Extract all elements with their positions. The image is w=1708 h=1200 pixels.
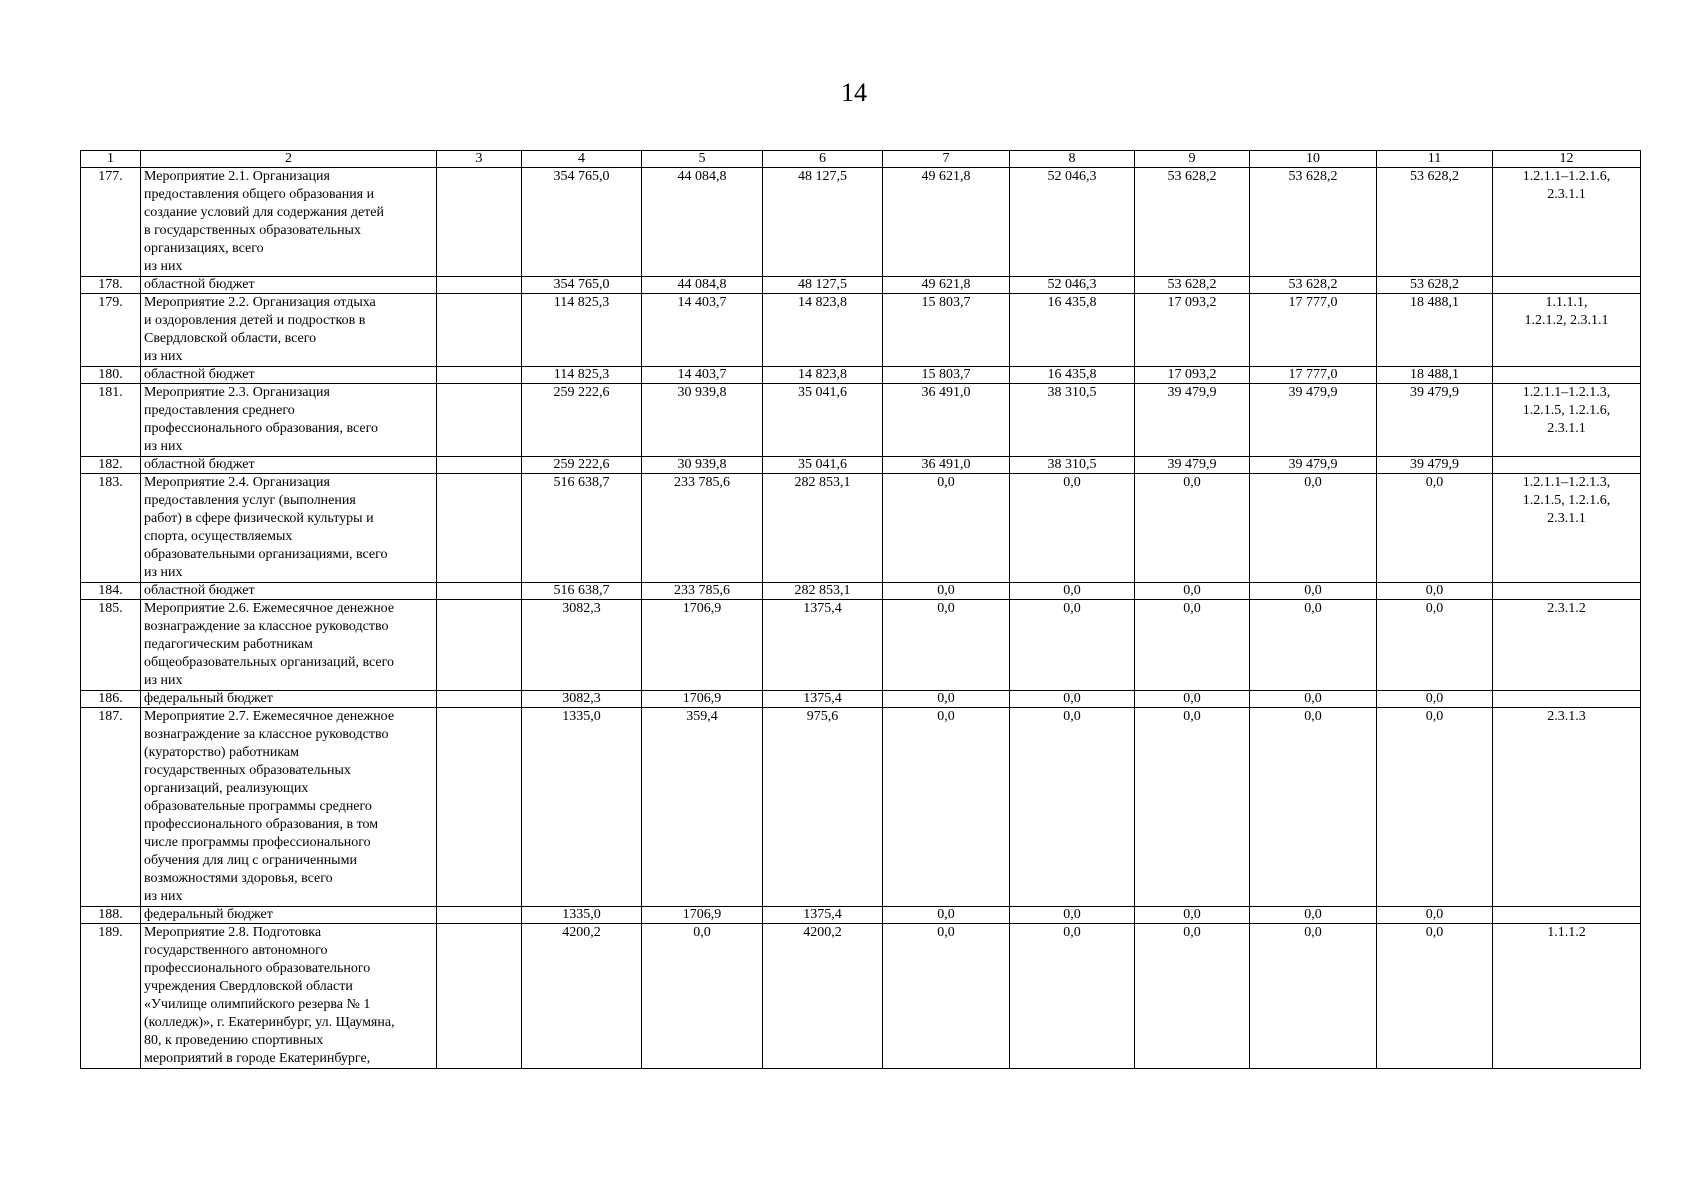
description-line: организациях, всего: [144, 241, 264, 256]
amount-cell: 0,0: [1010, 474, 1135, 583]
amount-cell: 1706,9: [642, 691, 763, 708]
target-indicator-line: 1.2.1.5, 1.2.1.6,: [1522, 403, 1611, 418]
row-number: 183.: [81, 474, 141, 583]
column-3-cell: [437, 708, 522, 907]
row-number: 177.: [81, 168, 141, 277]
target-indicator-cell: [1493, 168, 1641, 277]
amount-cell: 282 853,1: [763, 583, 883, 600]
amount-cell: 3082,3: [522, 600, 642, 691]
description-line: организаций, реализующих: [144, 781, 309, 796]
description-line: учреждения Свердловской области: [144, 979, 353, 994]
amount-cell: 0,0: [1250, 474, 1377, 583]
amount-cell: 36 491,0: [883, 384, 1010, 457]
column-3-cell: [437, 474, 522, 583]
target-indicator-line: 1.1.1.2: [1547, 925, 1586, 940]
description-line: (колледж)», г. Екатеринбург, ул. Щаумяна,: [144, 1015, 395, 1030]
amount-cell: 52 046,3: [1010, 277, 1135, 294]
column-header: 8: [1010, 151, 1135, 168]
column-3-cell: [437, 600, 522, 691]
amount-cell: 0,0: [883, 474, 1010, 583]
amount-cell: 0,0: [1135, 691, 1250, 708]
amount-cell: 17 093,2: [1135, 294, 1250, 367]
table-row: [81, 457, 1641, 474]
row-number: 180.: [81, 367, 141, 384]
amount-cell: 39 479,9: [1135, 384, 1250, 457]
amount-cell: 0,0: [1010, 907, 1135, 924]
amount-cell: 1375,4: [763, 600, 883, 691]
amount-cell: 15 803,7: [883, 367, 1010, 384]
row-number: 188.: [81, 907, 141, 924]
amount-cell: 0,0: [1135, 600, 1250, 691]
description-line: предоставления среднего: [144, 403, 295, 418]
target-indicator-line: 1.1.1.1,: [1545, 295, 1588, 310]
amount-cell: 53 628,2: [1250, 168, 1377, 277]
amount-cell: 44 084,8: [642, 168, 763, 277]
amount-cell: 1375,4: [763, 907, 883, 924]
amount-cell: 114 825,3: [522, 294, 642, 367]
row-number: 189.: [81, 924, 141, 1069]
target-indicator-cell: [1493, 924, 1641, 1069]
amount-cell: 0,0: [883, 583, 1010, 600]
description-line: профессионального образовательного: [144, 961, 371, 976]
amount-cell: 0,0: [1250, 907, 1377, 924]
amount-cell: 30 939,8: [642, 384, 763, 457]
target-indicator-cell: [1493, 691, 1641, 708]
target-indicator-line: 1.2.1.1–1.2.1.3,: [1522, 475, 1611, 490]
description-line: федеральный бюджет: [144, 691, 273, 706]
column-3-cell: [437, 168, 522, 277]
description-line: возможностями здоровья, всего: [144, 871, 333, 886]
amount-cell: 0,0: [1377, 600, 1493, 691]
description-line: обучения для лиц с ограниченными: [144, 853, 357, 868]
row-number: 182.: [81, 457, 141, 474]
amount-cell: 1335,0: [522, 907, 642, 924]
table-row: [81, 708, 1641, 907]
target-indicator-cell: [1493, 457, 1641, 474]
column-header: 2: [141, 151, 437, 168]
target-indicator-line: 2.3.1.1: [1547, 187, 1586, 202]
row-description: [141, 583, 437, 600]
amount-cell: 53 628,2: [1377, 277, 1493, 294]
description-line: Мероприятие 2.6. Ежемесячное денежное: [144, 601, 395, 616]
table-row: [81, 277, 1641, 294]
target-indicator-line: 2.3.1.3: [1547, 709, 1586, 724]
row-description: [141, 907, 437, 924]
description-line: мероприятий в городе Екатеринбурге,: [144, 1051, 371, 1066]
column-header: 4: [522, 151, 642, 168]
row-description: [141, 691, 437, 708]
target-indicator-cell: [1493, 708, 1641, 907]
column-header: 3: [437, 151, 522, 168]
target-indicator-line: 1.2.1.5, 1.2.1.6,: [1522, 493, 1611, 508]
description-line: предоставления услуг (выполнения: [144, 493, 356, 508]
amount-cell: 53 628,2: [1135, 277, 1250, 294]
row-description: [141, 168, 437, 277]
amount-cell: 36 491,0: [883, 457, 1010, 474]
column-number-row: [81, 151, 1641, 168]
description-line: (кураторство) работникам: [144, 745, 299, 760]
amount-cell: 1335,0: [522, 708, 642, 907]
description-line: областной бюджет: [144, 583, 255, 598]
description-line: профессионального образования, всего: [144, 421, 379, 436]
row-description: [141, 294, 437, 367]
amount-cell: 975,6: [763, 708, 883, 907]
amount-cell: 0,0: [642, 924, 763, 1069]
column-3-cell: [437, 294, 522, 367]
column-3-cell: [437, 907, 522, 924]
row-number: 185.: [81, 600, 141, 691]
amount-cell: 0,0: [1010, 924, 1135, 1069]
amount-cell: 233 785,6: [642, 583, 763, 600]
row-description: [141, 600, 437, 691]
amount-cell: 35 041,6: [763, 384, 883, 457]
amount-cell: 516 638,7: [522, 583, 642, 600]
amount-cell: 38 310,5: [1010, 384, 1135, 457]
table-row: [81, 168, 1641, 277]
amount-cell: 39 479,9: [1377, 457, 1493, 474]
description-line: из них: [144, 889, 183, 904]
amount-cell: 49 621,8: [883, 277, 1010, 294]
amount-cell: 114 825,3: [522, 367, 642, 384]
amount-cell: 0,0: [1377, 924, 1493, 1069]
amount-cell: 39 479,9: [1377, 384, 1493, 457]
amount-cell: 0,0: [1377, 583, 1493, 600]
row-description: [141, 474, 437, 583]
amount-cell: 17 777,0: [1250, 294, 1377, 367]
description-line: из них: [144, 259, 183, 274]
column-header: 10: [1250, 151, 1377, 168]
description-line: из них: [144, 349, 183, 364]
amount-cell: 14 823,8: [763, 294, 883, 367]
amount-cell: 0,0: [1250, 583, 1377, 600]
description-line: общеобразовательных организаций, всего: [144, 655, 394, 670]
amount-cell: 0,0: [883, 691, 1010, 708]
description-line: областной бюджет: [144, 277, 255, 292]
amount-cell: 38 310,5: [1010, 457, 1135, 474]
amount-cell: 39 479,9: [1250, 457, 1377, 474]
target-indicator-cell: [1493, 384, 1641, 457]
description-line: федеральный бюджет: [144, 907, 273, 922]
amount-cell: 16 435,8: [1010, 294, 1135, 367]
amount-cell: 35 041,6: [763, 457, 883, 474]
column-3-cell: [437, 924, 522, 1069]
column-3-cell: [437, 457, 522, 474]
table-row: [81, 907, 1641, 924]
table-row: [81, 474, 1641, 583]
row-number: 179.: [81, 294, 141, 367]
amount-cell: 53 628,2: [1250, 277, 1377, 294]
row-description: [141, 277, 437, 294]
amount-cell: 282 853,1: [763, 474, 883, 583]
description-line: в государственных образовательных: [144, 223, 361, 238]
amount-cell: 0,0: [1377, 708, 1493, 907]
description-line: педагогическим работникам: [144, 637, 313, 652]
target-indicator-cell: [1493, 583, 1641, 600]
amount-cell: 0,0: [1250, 691, 1377, 708]
amount-cell: 53 628,2: [1377, 168, 1493, 277]
amount-cell: 0,0: [1250, 708, 1377, 907]
column-3-cell: [437, 691, 522, 708]
amount-cell: 39 479,9: [1250, 384, 1377, 457]
amount-cell: 14 403,7: [642, 294, 763, 367]
description-line: профессионального образования, в том: [144, 817, 379, 832]
column-3-cell: [437, 384, 522, 457]
target-indicator-cell: [1493, 367, 1641, 384]
amount-cell: 4200,2: [763, 924, 883, 1069]
description-line: предоставления общего образования и: [144, 187, 375, 202]
amount-cell: 1706,9: [642, 600, 763, 691]
row-description: [141, 367, 437, 384]
description-line: Мероприятие 2.4. Организация: [144, 475, 330, 490]
amount-cell: 18 488,1: [1377, 294, 1493, 367]
amount-cell: 0,0: [883, 907, 1010, 924]
amount-cell: 233 785,6: [642, 474, 763, 583]
column-3-cell: [437, 583, 522, 600]
amount-cell: 516 638,7: [522, 474, 642, 583]
amount-cell: 259 222,6: [522, 457, 642, 474]
amount-cell: 17 093,2: [1135, 367, 1250, 384]
row-number: 186.: [81, 691, 141, 708]
amount-cell: 359,4: [642, 708, 763, 907]
target-indicator-line: 1.2.1.2, 2.3.1.1: [1524, 313, 1609, 328]
description-line: 80, к проведению спортивных: [144, 1033, 324, 1048]
page-number: 14: [841, 78, 867, 107]
row-description: [141, 384, 437, 457]
column-header: 11: [1377, 151, 1493, 168]
amount-cell: 39 479,9: [1135, 457, 1250, 474]
amount-cell: 44 084,8: [642, 277, 763, 294]
table-row: [81, 384, 1641, 457]
row-description: [141, 924, 437, 1069]
table-row: [81, 691, 1641, 708]
amount-cell: 53 628,2: [1135, 168, 1250, 277]
amount-cell: 0,0: [1010, 583, 1135, 600]
description-line: областной бюджет: [144, 457, 255, 472]
column-header: 7: [883, 151, 1010, 168]
amount-cell: 3082,3: [522, 691, 642, 708]
target-indicator-line: 2.3.1.1: [1547, 511, 1586, 526]
amount-cell: 1706,9: [642, 907, 763, 924]
table-row: [81, 294, 1641, 367]
amount-cell: 0,0: [1135, 583, 1250, 600]
table-body: [81, 168, 1641, 1069]
amount-cell: 0,0: [1377, 907, 1493, 924]
target-indicator-cell: [1493, 474, 1641, 583]
column-header: 5: [642, 151, 763, 168]
target-indicator-cell: [1493, 907, 1641, 924]
amount-cell: 259 222,6: [522, 384, 642, 457]
amount-cell: 0,0: [1135, 907, 1250, 924]
column-3-cell: [437, 367, 522, 384]
amount-cell: 52 046,3: [1010, 168, 1135, 277]
amount-cell: 0,0: [1250, 600, 1377, 691]
amount-cell: 18 488,1: [1377, 367, 1493, 384]
column-header: 9: [1135, 151, 1250, 168]
amount-cell: 0,0: [1135, 474, 1250, 583]
amount-cell: 0,0: [1377, 474, 1493, 583]
row-number: 184.: [81, 583, 141, 600]
description-line: образовательные программы среднего: [144, 799, 372, 814]
row-number: 181.: [81, 384, 141, 457]
amount-cell: 1375,4: [763, 691, 883, 708]
amount-cell: 49 621,8: [883, 168, 1010, 277]
amount-cell: 14 403,7: [642, 367, 763, 384]
description-line: Мероприятие 2.3. Организация: [144, 385, 330, 400]
description-line: государственного автономного: [144, 943, 328, 958]
row-number: 178.: [81, 277, 141, 294]
description-line: вознаграждение за классное руководство: [144, 727, 389, 742]
amount-cell: 0,0: [1010, 708, 1135, 907]
amount-cell: 0,0: [1250, 924, 1377, 1069]
column-3-cell: [437, 277, 522, 294]
row-description: [141, 708, 437, 907]
table-row: [81, 367, 1641, 384]
description-line: образовательными организациями, всего: [144, 547, 388, 562]
description-line: «Училище олимпийского резерва № 1: [144, 997, 371, 1012]
amount-cell: 0,0: [883, 600, 1010, 691]
row-description: [141, 457, 437, 474]
amount-cell: 354 765,0: [522, 168, 642, 277]
row-number: 187.: [81, 708, 141, 907]
description-line: спорта, осуществляемых: [144, 529, 293, 544]
column-header: 12: [1493, 151, 1641, 168]
amount-cell: 0,0: [1377, 691, 1493, 708]
description-line: Мероприятие 2.7. Ежемесячное денежное: [144, 709, 395, 724]
target-indicator-cell: [1493, 600, 1641, 691]
amount-cell: 16 435,8: [1010, 367, 1135, 384]
target-indicator-line: 1.2.1.1–1.2.1.6,: [1522, 169, 1611, 184]
description-line: Свердловской области, всего: [144, 331, 317, 346]
description-line: государственных образовательных: [144, 763, 351, 778]
description-line: создание условий для содержания детей: [144, 205, 384, 220]
amount-cell: 15 803,7: [883, 294, 1010, 367]
amount-cell: 17 777,0: [1250, 367, 1377, 384]
amount-cell: 4200,2: [522, 924, 642, 1069]
description-line: из них: [144, 439, 183, 454]
table-row: [81, 600, 1641, 691]
amount-cell: 48 127,5: [763, 277, 883, 294]
amount-cell: 0,0: [1135, 924, 1250, 1069]
amount-cell: 14 823,8: [763, 367, 883, 384]
description-line: работ) в сфере физической культуры и: [144, 511, 374, 526]
description-line: и оздоровления детей и подростков в: [144, 313, 366, 328]
description-line: вознаграждение за классное руководство: [144, 619, 389, 634]
column-header: 6: [763, 151, 883, 168]
amount-cell: 0,0: [883, 708, 1010, 907]
target-indicator-line: 1.2.1.1–1.2.1.3,: [1522, 385, 1611, 400]
amount-cell: 48 127,5: [763, 168, 883, 277]
description-line: из них: [144, 673, 183, 688]
amount-cell: 30 939,8: [642, 457, 763, 474]
description-line: Мероприятие 2.1. Организация: [144, 169, 330, 184]
column-header: 1: [81, 151, 141, 168]
table-row: [81, 924, 1641, 1069]
amount-cell: 0,0: [883, 924, 1010, 1069]
target-indicator-line: 2.3.1.2: [1547, 601, 1586, 616]
target-indicator-cell: [1493, 294, 1641, 367]
amount-cell: 0,0: [1010, 691, 1135, 708]
amount-cell: 0,0: [1135, 708, 1250, 907]
target-indicator-cell: [1493, 277, 1641, 294]
table-row: [81, 583, 1641, 600]
amount-cell: 354 765,0: [522, 277, 642, 294]
description-line: из них: [144, 565, 183, 580]
description-line: числе программы профессионального: [144, 835, 371, 850]
description-line: Мероприятие 2.2. Организация отдыха: [144, 295, 376, 310]
description-line: Мероприятие 2.8. Подготовка: [144, 925, 322, 940]
amount-cell: 0,0: [1010, 600, 1135, 691]
description-line: областной бюджет: [144, 367, 255, 382]
budget-table: [80, 150, 1641, 1069]
target-indicator-line: 2.3.1.1: [1547, 421, 1586, 436]
